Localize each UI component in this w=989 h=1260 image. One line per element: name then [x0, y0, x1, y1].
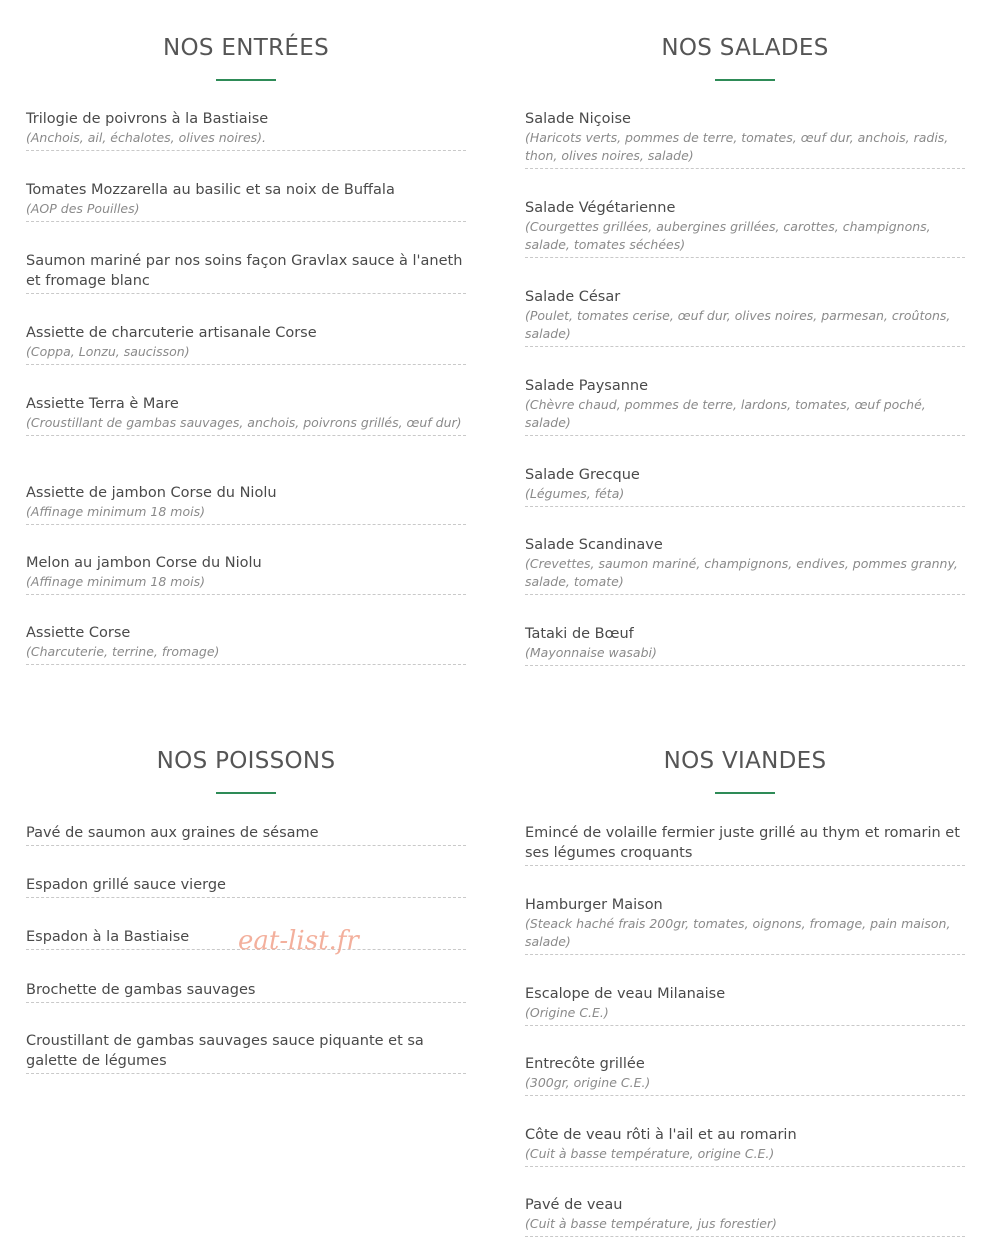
item-name: Côte de veau rôti à l'ail et au romarin: [525, 1127, 797, 1143]
item-description: (Légumes, féta): [525, 486, 625, 501]
item-name: Assiette de charcuterie artisanale Corse: [26, 325, 317, 341]
menu-item: [26, 251, 466, 294]
menu-item: [525, 535, 965, 595]
item-description: (Crevettes, saumon mariné, champignons, endives, pommes granny, salade, tomate): [525, 556, 958, 589]
item-description: (Anchois, ail, échalotes, olives noires).: [26, 130, 266, 145]
item-description: (Courgettes grillées, aubergines grillées, carottes, champignons, salade, tomates séchées): [525, 219, 931, 252]
item-name: Assiette Corse: [26, 625, 131, 641]
title-divider: [216, 792, 276, 794]
item-name: Assiette Terra è Mare: [26, 396, 179, 412]
item-name: Escalope de veau Milanaise: [525, 986, 726, 1002]
menu-item: [525, 465, 965, 507]
section-salades: [525, 33, 965, 81]
item-description: (Affinage minimum 18 mois): [26, 504, 205, 519]
menu-item: [26, 1031, 466, 1074]
menu-item: [525, 287, 965, 347]
menu-item: [525, 1195, 965, 1237]
menu-item: [525, 1054, 965, 1096]
item-name: Emincé de volaille fermier juste grillé au thym et romarin et ses légumes croquants: [525, 825, 960, 861]
item-name: Salade César: [525, 289, 621, 305]
item-name: Entrecôte grillée: [525, 1056, 645, 1072]
menu-item: [26, 823, 466, 846]
item-description: (Charcuterie, terrine, fromage): [26, 644, 220, 659]
menu-item: [525, 1125, 965, 1167]
menu-item: [26, 553, 466, 595]
menu-item: [26, 623, 466, 665]
menu-item: [26, 323, 466, 365]
item-description: (Chèvre chaud, pommes de terre, lardons, tomates, œuf poché, salade): [525, 397, 926, 430]
watermark: eat-list.fr: [238, 926, 359, 956]
item-name: Assiette de jambon Corse du Niolu: [26, 485, 277, 501]
section-poissons: [26, 746, 466, 794]
item-name: Hamburger Maison: [525, 897, 663, 913]
item-description: (Mayonnaise wasabi): [525, 645, 657, 660]
item-name: Croustillant de gambas sauvages sauce piquante et sa galette de légumes: [26, 1033, 424, 1069]
item-name: Salade Végétarienne: [525, 200, 676, 216]
item-description: (Poulet, tomates cerise, œuf dur, olives noires, parmesan, croûtons, salade): [525, 308, 951, 341]
section-entrees: [26, 33, 466, 81]
menu-item: [525, 198, 965, 258]
item-description: (Origine C.E.): [525, 1005, 609, 1020]
item-description: (Croustillant de gambas sauvages, anchois, poivrons grillés, œuf dur): [26, 415, 462, 430]
menu-item: [26, 109, 466, 151]
item-description: (AOP des Pouilles): [26, 201, 140, 216]
menu-item: [525, 895, 965, 955]
item-name: Saumon mariné par nos soins façon Gravlax sauce à l'aneth et fromage blanc: [26, 253, 463, 289]
section-title: NOS VIANDES: [663, 748, 827, 774]
item-name: Salade Paysanne: [525, 378, 649, 394]
section-title: NOS SALADES: [661, 35, 829, 61]
item-name: Salade Scandinave: [525, 537, 663, 553]
menu-item: [525, 984, 965, 1026]
item-name: Pavé de saumon aux graines de sésame: [26, 825, 319, 841]
item-name: Espadon grillé sauce vierge: [26, 877, 226, 893]
item-description: (Haricots verts, pommes de terre, tomates, œuf dur, anchois, radis, thon, olives noires, salade): [525, 130, 949, 163]
item-description: (Steack haché frais 200gr, tomates, oignons, fromage, pain maison, salade): [525, 916, 951, 949]
menu-item: [26, 875, 466, 898]
item-name: Tataki de Bœuf: [525, 626, 634, 642]
menu-item: [26, 483, 466, 525]
menu-item: [525, 109, 965, 169]
item-description: (300gr, origine C.E.): [525, 1075, 651, 1090]
section-title: NOS ENTRÉES: [163, 35, 329, 61]
item-name: Espadon à la Bastiaise: [26, 929, 190, 945]
item-description: (Cuit à basse température, jus forestier): [525, 1216, 777, 1231]
item-name: Brochette de gambas sauvages: [26, 982, 256, 998]
item-name: Pavé de veau: [525, 1197, 623, 1213]
item-description: (Cuit à basse température, origine C.E.): [525, 1146, 775, 1161]
title-divider: [715, 79, 775, 81]
item-name: Salade Niçoise: [525, 111, 631, 127]
item-name: Tomates Mozzarella au basilic et sa noix de Buffala: [26, 182, 395, 198]
menu-item: [26, 180, 466, 222]
title-divider: [715, 792, 775, 794]
item-name: Melon au jambon Corse du Niolu: [26, 555, 262, 571]
menu-item: [525, 624, 965, 666]
section-title: NOS POISSONS: [156, 748, 336, 774]
section-viandes: [525, 746, 965, 794]
item-name: Trilogie de poivrons à la Bastiaise: [26, 111, 269, 127]
item-name: Salade Grecque: [525, 467, 640, 483]
menu-item: [525, 376, 965, 436]
menu-item: [26, 394, 466, 436]
menu-item: [525, 823, 965, 866]
item-description: (Affinage minimum 18 mois): [26, 574, 205, 589]
menu-item: [26, 980, 466, 1003]
title-divider: [216, 79, 276, 81]
item-description: (Coppa, Lonzu, saucisson): [26, 344, 190, 359]
